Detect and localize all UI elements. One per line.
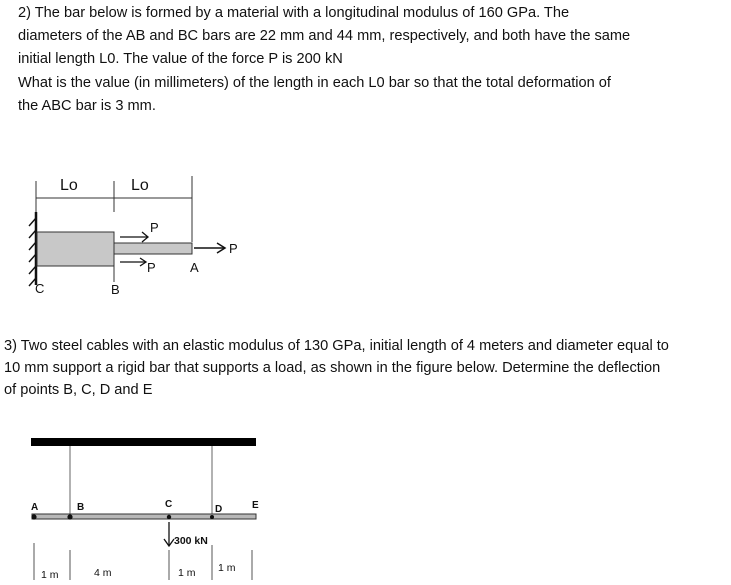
p-top-label: P bbox=[150, 220, 159, 235]
dim-4-label: 1 m bbox=[218, 562, 236, 574]
problem-3-line: of points B, C, D and E bbox=[4, 382, 153, 398]
problem-2-line: the ABC bar is 3 mm. bbox=[18, 97, 156, 114]
point-a-label-3: A bbox=[31, 502, 39, 513]
lo-right-label: Lo bbox=[131, 177, 149, 194]
rigid-bar-figure bbox=[31, 438, 259, 581]
point-b-label: B bbox=[111, 282, 120, 297]
dim-2-label: 4 m bbox=[94, 567, 112, 579]
problem-2-line: 2) The bar below is formed by a material with a longitudinal modulus of 160 GPa. The bbox=[18, 5, 570, 21]
rigid-bar bbox=[32, 514, 256, 519]
dim-1-label: 1 m bbox=[41, 569, 59, 581]
joint-d bbox=[210, 515, 214, 519]
problem-2-line: initial length L0. The value of the force P is 200 kN bbox=[18, 51, 343, 68]
point-b-label-3: B bbox=[77, 502, 85, 513]
point-d-label-3: D bbox=[215, 504, 223, 515]
point-e-label-3: E bbox=[252, 500, 259, 511]
load-label: 300 kN bbox=[174, 535, 208, 547]
point-c-label: C bbox=[35, 281, 45, 296]
point-a-label: A bbox=[190, 260, 199, 275]
joint-a bbox=[31, 514, 36, 519]
p-right-label: P bbox=[229, 241, 238, 256]
problem-2-line: diameters of the AB and BC bars are 22 mm and 44 mm, respectively, and both have the same bbox=[18, 28, 631, 45]
ceiling bbox=[31, 438, 256, 446]
problem-2-line: What is the value (in millimeters) of the length in each L0 bar so that the total deformation of bbox=[18, 74, 611, 91]
joint-b bbox=[67, 514, 72, 519]
point-c-label-3: C bbox=[165, 499, 173, 510]
p-mid-label: P bbox=[147, 260, 156, 275]
bar-ab bbox=[114, 243, 192, 254]
bar-figure bbox=[29, 176, 238, 297]
problem-3-line: 10 mm support a rigid bar that supports a load, as shown in the figure below. Determine the deflection bbox=[4, 360, 661, 376]
bar-bc bbox=[37, 232, 114, 266]
lo-left-label: Lo bbox=[60, 177, 78, 194]
dim-3-label: 1 m bbox=[178, 567, 196, 579]
problem-3-line: 3) Two steel cables with an elastic modulus of 130 GPa, initial length of 4 meters and diameter equal to bbox=[4, 338, 669, 354]
joint-c bbox=[167, 515, 171, 519]
